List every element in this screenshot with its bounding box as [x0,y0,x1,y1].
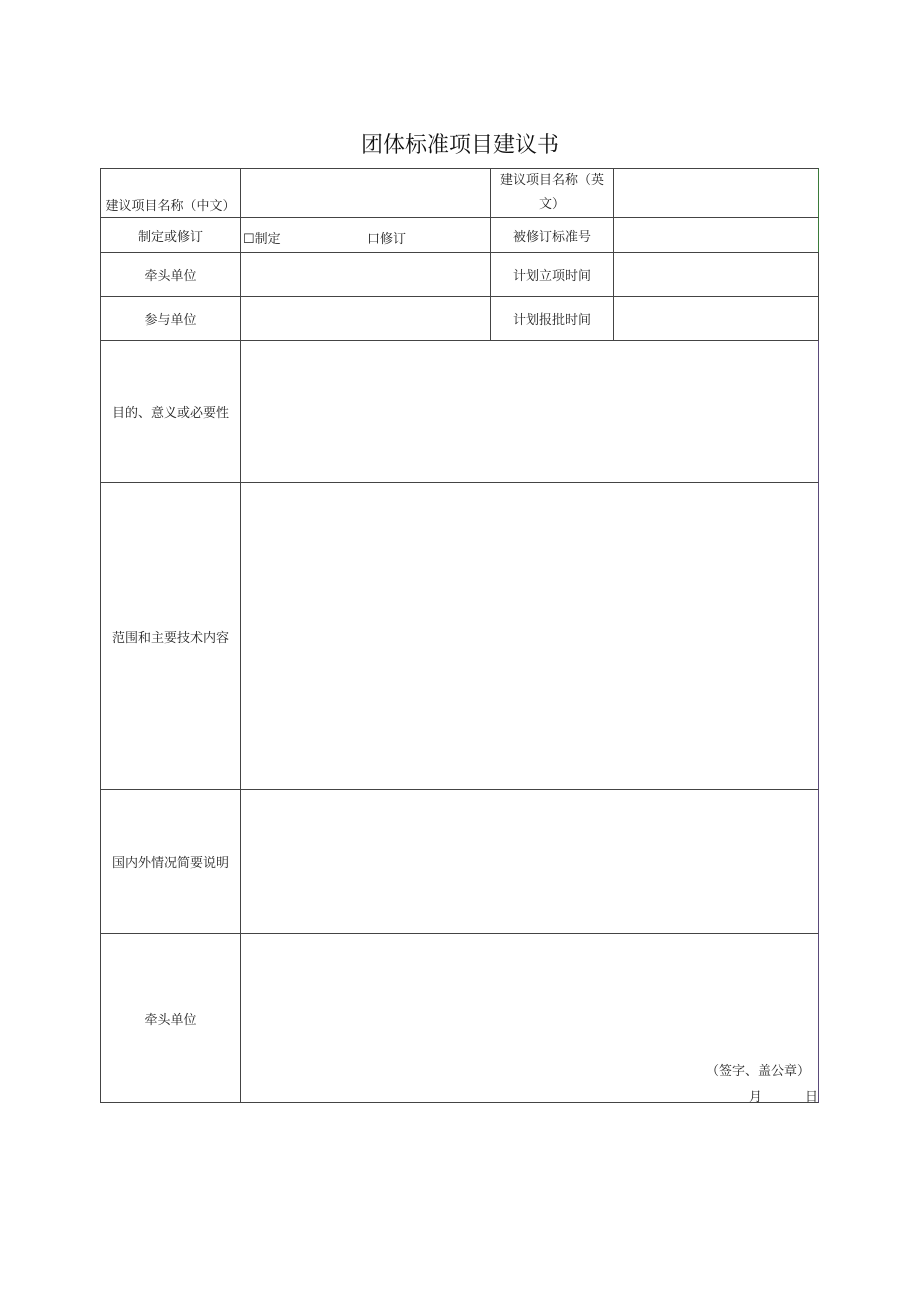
plan-approval-label: 计划报批时间 [490,296,614,341]
checkbox-formulate[interactable]: ☐制定 [243,232,281,247]
scope-label: 范围和主要技术内容 [100,482,241,790]
lead-unit-label: 牵头单位 [100,252,241,297]
scope-field[interactable] [240,482,819,790]
sign-note: （签字、盖公章） [705,1064,810,1079]
type-label: 制定或修订 [100,217,241,253]
plan-start-label: 计划立项时间 [490,252,614,297]
day-label: 日 [804,1090,818,1105]
purpose-field[interactable] [240,340,819,483]
lead-unit-field[interactable] [240,252,491,297]
participant-field[interactable] [240,296,491,341]
situation-field[interactable] [240,789,819,934]
name-en-field[interactable] [613,168,819,218]
situation-label: 国内外情况简要说明 [100,789,241,934]
purpose-label: 目的、意义或必要性 [100,340,241,483]
lead-unit-sign-field[interactable] [240,933,819,1103]
lead-unit-sign-label: 牵头单位 [100,933,241,1103]
type-options [240,217,491,253]
month-label: 月 [749,1090,763,1105]
page-title: 团体标准项目建议书 [360,133,559,158]
participant-label: 参与单位 [100,296,241,341]
plan-approval-field[interactable] [613,296,819,341]
name-en-label: 建议项目名称（英文） [490,168,614,218]
plan-start-field[interactable] [613,252,819,297]
name-cn-field[interactable] [240,168,491,218]
name-cn-label: 建议项目名称（中文） [100,168,241,218]
revised-std-label: 被修订标准号 [490,217,614,253]
revised-std-field[interactable] [613,217,819,253]
checkbox-revise[interactable]: 口修订 [367,232,407,247]
